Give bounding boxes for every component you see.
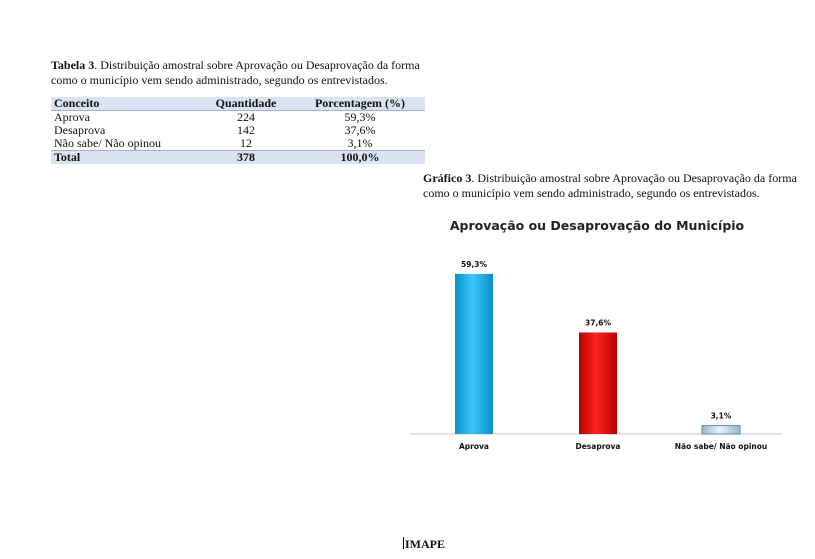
bar-aprova <box>455 274 493 434</box>
data-label-desaprova: 37,6% <box>584 318 612 328</box>
distribution-table <box>51 97 425 164</box>
cell-conceito: Desaprova <box>54 123 106 137</box>
table-caption-label: Tabela 3 <box>51 58 95 72</box>
bar-nao-sabe-nao-opinou <box>702 426 740 434</box>
table-caption <box>51 58 441 88</box>
total-porcentagem: 100,0% <box>295 151 425 165</box>
category-label-aprova: Aprova <box>459 442 489 451</box>
cell-porcentagem: 59,3% <box>344 110 376 124</box>
cell-porcentagem: 3,1% <box>347 136 373 150</box>
approval-bar-chart <box>400 240 800 460</box>
cell-porcentagem: 37,6% <box>344 123 376 137</box>
cell-conceito: Não sabe/ Não opinou <box>54 136 161 150</box>
header-quantidade: Quantidade <box>197 97 295 111</box>
category-label-nao-sabe-nao-opinou: Não sabe/ Não opinou <box>674 442 768 451</box>
graph-caption <box>423 171 808 201</box>
table-row <box>51 111 425 125</box>
total-quantidade: 378 <box>197 151 295 165</box>
footer-text: IMAPE <box>405 537 445 551</box>
table-total-row <box>51 151 425 165</box>
data-label-aprova: 59,3% <box>460 259 488 269</box>
data-label-nao-sabe-nao-opinou: 3,1% <box>710 411 732 421</box>
cell-conceito: Aprova <box>54 110 90 124</box>
chart-title: Aprovação ou Desaprovação do Município <box>449 218 745 233</box>
text-cursor <box>403 537 404 549</box>
category-label-desaprova: Desaprova <box>575 442 621 451</box>
total-label: Total <box>51 151 197 165</box>
table-row <box>51 137 425 151</box>
table-caption-text: . Distribuição amostral sobre Aprovação ou Desaprovação da forma como o município vem sendo administrado, segundo os entrevistados. <box>51 58 420 87</box>
header-porcentagem: Porcentagem (%) <box>295 97 425 111</box>
cell-quantidade: 12 <box>240 136 252 150</box>
bar-desaprova <box>579 332 617 434</box>
graph-caption-text: . Distribuição amostral sobre Aprovação ou Desaprovação da forma como o município vem sendo administrado, segundo os entrevistados. <box>423 171 797 200</box>
graph-caption-label: Gráfico 3 <box>423 171 472 185</box>
cell-quantidade: 142 <box>237 123 255 137</box>
header-conceito: Conceito <box>51 97 197 111</box>
table-header-row <box>51 97 425 111</box>
cell-quantidade: 224 <box>237 110 255 124</box>
footer-source <box>403 537 445 552</box>
